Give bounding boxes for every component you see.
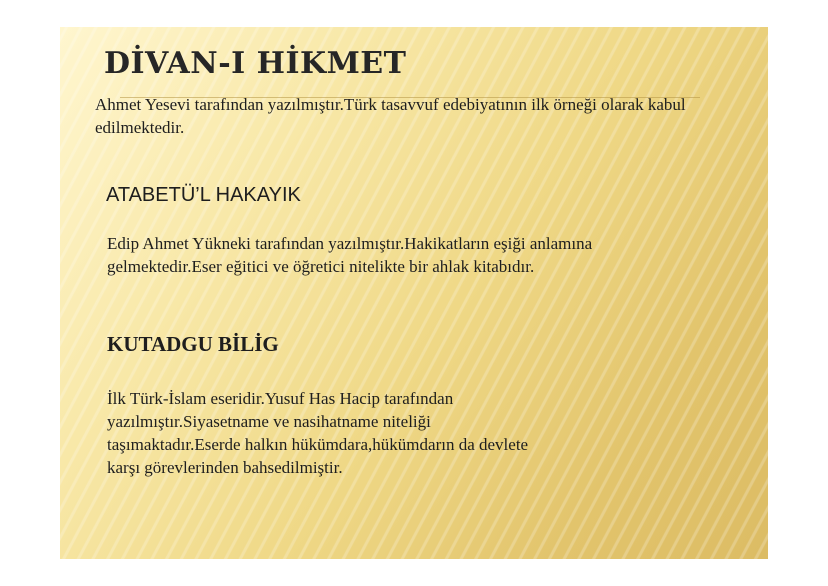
atabetul-hakayik-heading: ATABETÜ’L HAKAYIK xyxy=(106,184,301,206)
slide-title: DİVAN-I HİKMET xyxy=(104,46,407,81)
atabetul-hakayik-description: Edip Ahmet Yükneki tarafından yazılmıştır.Hakikatların eşiği anlamına gelmektedir.Eser eğitici ve öğretici nitelikte bir ahlak kitabıdır. xyxy=(107,234,593,276)
slide xyxy=(60,27,768,559)
divan-i-hikmet-description: Ahmet Yesevi tarafından yazılmıştır.Türk tasavvuf edebiyatının ilk örneği olarak kabul edilmektedir. xyxy=(95,95,686,137)
kutadgu-bilig-description: İlk Türk-İslam eseridir.Yusuf Has Hacip tarafından yazılmıştır.Siyasetname ve nasihatname niteliği taşımaktadır.Eserde halkın hükümdara,hükümdarın da devlete karşı görevlerinden bahsedilmiştir. xyxy=(107,389,529,477)
kutadgu-bilig-heading: KUTADGU BİLİG xyxy=(107,332,279,356)
